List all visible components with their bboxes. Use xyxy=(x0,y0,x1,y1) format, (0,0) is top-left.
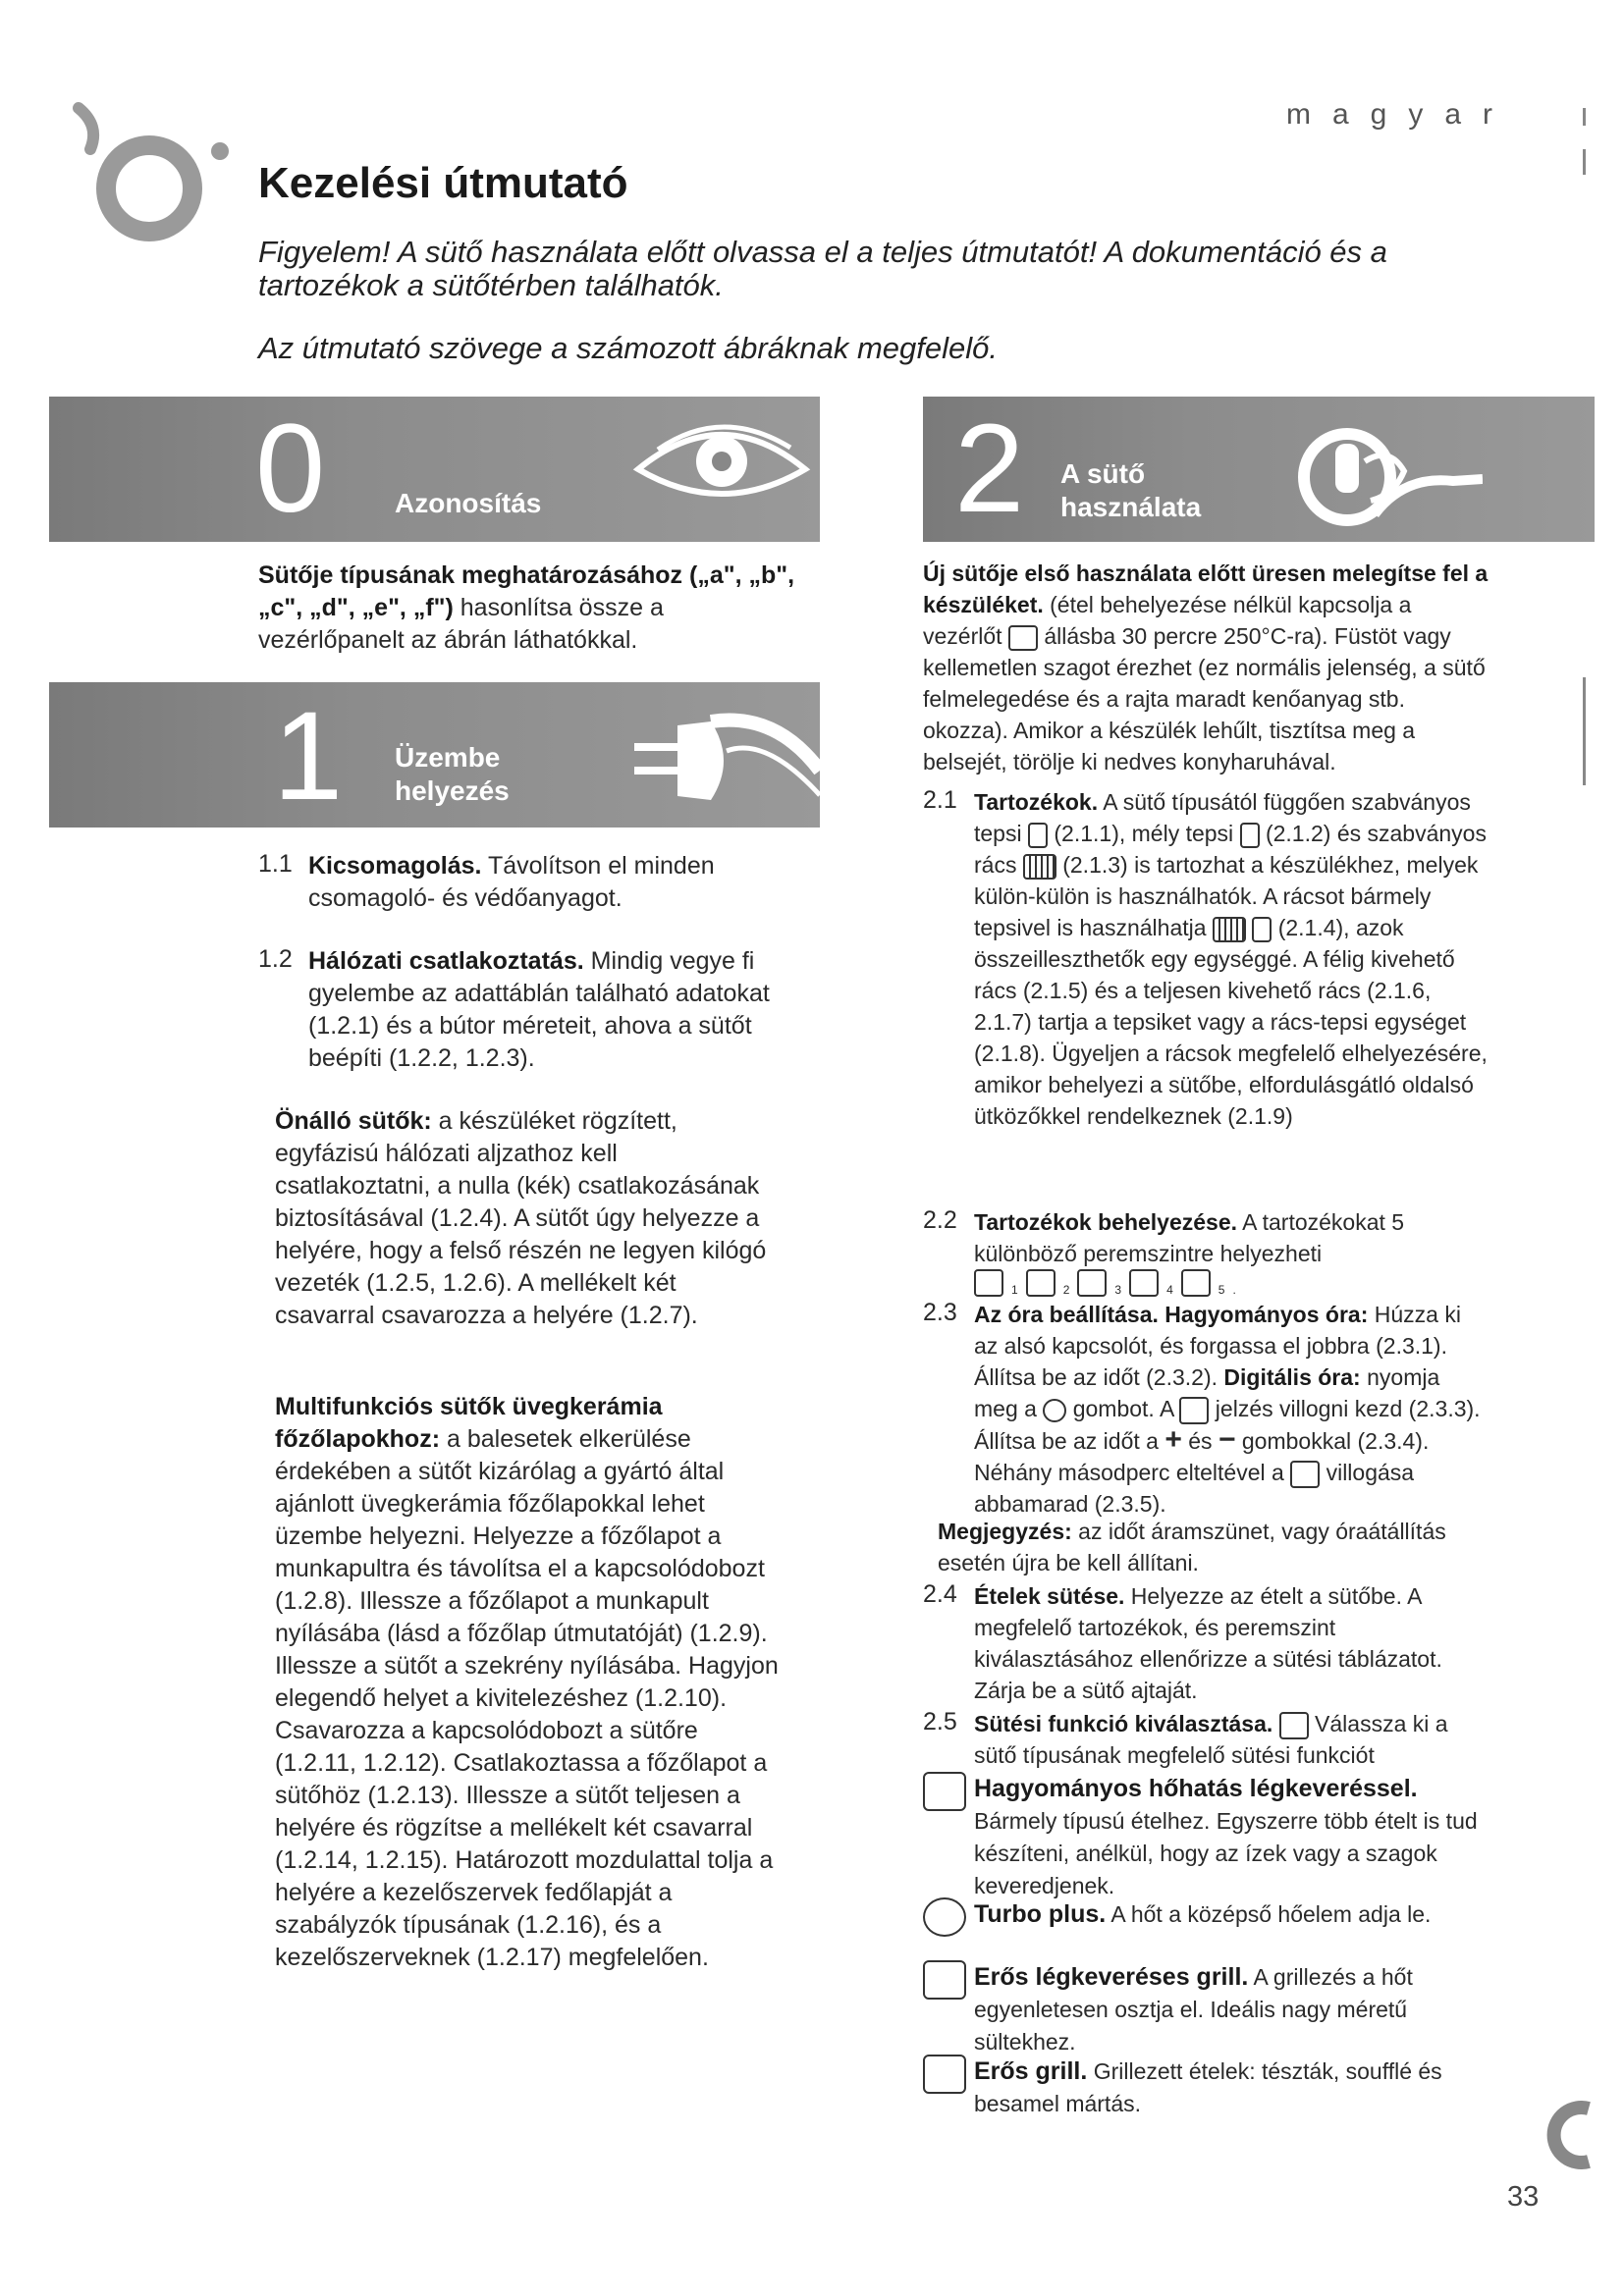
identification-bold: Sütője típusának meghatározásához („a", „b", „c", „d", „e", „f") xyxy=(258,561,795,621)
item-1-1-text xyxy=(308,850,770,915)
warning-text: Figyelem! A sütő használata előtt olvassa el a teljes útmutatót! A dokumentáció és a tartozékok a sütőtérben találhatók. xyxy=(258,235,1387,302)
standalone-ovens-text xyxy=(275,1105,776,1332)
section-0-number: 0 xyxy=(255,399,326,539)
fan-grill-icon xyxy=(923,1960,966,2000)
function-2-text xyxy=(974,1898,1489,1931)
item-1-1-rest: Távolítson el minden csomagoló- és védőanyagot. xyxy=(308,852,715,912)
subtitle-text: Az útmutató szövege a számozott ábráknak megfelelő. xyxy=(258,331,999,365)
page-number: 33 xyxy=(1507,2181,1540,2213)
plus-button-icon: + xyxy=(1164,1423,1182,1456)
section-1-band xyxy=(49,682,820,828)
standard-tray-icon xyxy=(1028,823,1048,848)
item-2-4-number: 2.4 xyxy=(923,1580,957,1608)
edge-mark xyxy=(1583,149,1586,175)
clock-symbol-icon xyxy=(1290,1461,1320,1488)
turbo-fan-icon xyxy=(923,1897,966,1937)
minus-button-icon: − xyxy=(1218,1423,1236,1456)
item-1-2-text xyxy=(308,945,829,1075)
shelf-levels-row xyxy=(974,1269,1236,1297)
tray-icon xyxy=(1252,917,1272,942)
section-1-number: 1 xyxy=(273,686,344,827)
standalone-ovens-bold: Önálló sütők: xyxy=(275,1107,432,1135)
item-1-2-bold: Hálózati csatlakoztatás. xyxy=(308,947,584,975)
item-2-1-part-b: (2.1.1), mély tepsi xyxy=(1047,821,1240,846)
item-2-1-number: 2.1 xyxy=(923,786,957,814)
rack-icon xyxy=(1213,917,1246,942)
edge-mark xyxy=(1583,108,1586,126)
multifunction-ovens-bold: Multifunkciós sütők üvegkerámia főzőlapokhoz: xyxy=(275,1393,663,1453)
item-2-1-part-e: (2.1.4), azok összeilleszthetők egy egységgé. A félig kivehető rács (2.1.5) és a teljesen kivehető rács (2.1.6, 2.1.7) tartja a tepsiket vagy a rács-tepsi egységet (2.1.8). Ügyeljen a rácsok megfelelő elhelyezésére, amikor behelyezi a sütőbe, elfordulásgátló oldalsó ütközőkkel rendelkeznek (2.1.9) xyxy=(974,915,1488,1129)
item-2-3-part-b: nyomja meg a xyxy=(974,1364,1440,1421)
item-2-2-text xyxy=(974,1206,1489,1269)
section-0-label: Azonosítás xyxy=(395,488,542,518)
shelf-level-4-label: 4 xyxy=(1166,1283,1173,1297)
item-2-1-part-c: (2.1.2) és szabványos rács xyxy=(974,821,1487,878)
standalone-ovens-rest: a készüléket rögzített, egyfázisú hálózati aljzathoz kell csatlakoztatni, a nulla (kék) csatlakozásának biztosításával (1.2.4). A sütőt úgy helyezze a helyére, hogy a felső részén ne legyen kilógó vezeték (1.2.5, 1.2.6). A mellékelt két csavarral csavarozza a helyére (1.2.7). xyxy=(275,1107,767,1329)
shelf-level-2-icon xyxy=(1026,1269,1056,1297)
item-2-3-part-d: jelzés villogni kezd (2.3.3). Állítsa be az időt a xyxy=(974,1396,1481,1454)
item-2-4-bold: Ételek sütése. xyxy=(974,1583,1125,1609)
deep-tray-icon xyxy=(1240,823,1260,848)
first-use-part-a: (étel behelyezése nélkül kapcsolja a vezérlőt xyxy=(923,592,1412,649)
item-1-2-rest: Mindig vegye fi gyelembe az adattáblán található adatokat (1.2.1) és a bútor méreteit, ahova a sütőt beépíti (1.2.2, 1.2.3). xyxy=(308,947,770,1072)
multifunction-ovens-rest: a balesetek elkerülése érdekében a sütőt kizárólag a gyártó által ajánlott üvegkerámia főzőlapokkal lehet üzembe helyezni. Helyezze a főzőlapot a munkapultra és távolítsa el a kapcsolódobozt (1.2.8). Illessze a főzőlapot a munkapult nyílásába (lásd a főzőlap útmutatóját) (1.2.9). Illessze a sütőt a szekrény nyílásába. Hagyjon elegendő helyet a kivitelezéshez (1.2.10). Csavarozza a kapcsolódobozt a sütőre (1.2.11, 1.2.12). Csatlakoztassa a főzőlapot a sütőhöz (1.2.13). Illessze a sütőt teljesen a helyére és rögzítse a mellékelt két csavarral (1.2.14, 1.2.15). Határozott mozdulattal tolja a helyére a kezelőszervek fedőlapját a szabályzók típusának (1.2.16), és a kezelőszerveknek (1.2.17) megfelelően. xyxy=(275,1425,779,1971)
identification-rest: hasonlítsa össze a vezérlőpanelt az ábrán láthatókkal. xyxy=(258,594,664,654)
item-2-2-number: 2.2 xyxy=(923,1206,957,1234)
clock-button-icon xyxy=(1043,1399,1066,1422)
item-1-1-number: 1.1 xyxy=(258,850,293,878)
function-4-text xyxy=(974,2056,1489,2120)
function-1-text xyxy=(974,1773,1489,1902)
brand-logo-icon xyxy=(39,98,236,245)
function-1-rest: Bármely típusú ételhez. Egyszerre több ételt is tud készíteni, anélkül, hogy az ízek vagy a szagok keveredjenek. xyxy=(974,1808,1478,1898)
first-use-bold: Új sütője első használata előtt üresen melegítse fel a készüléket. xyxy=(923,561,1489,617)
function-selector-icon xyxy=(1279,1712,1309,1739)
function-2-rest: A hőt a középső hőelem adja le. xyxy=(1106,1901,1432,1927)
item-2-3-number: 2.3 xyxy=(923,1299,957,1326)
shelf-level-1-label: 1 xyxy=(1011,1283,1018,1297)
section-1-label-line1: Üzembe xyxy=(395,742,501,773)
section-2-band xyxy=(923,397,1595,542)
item-2-3-part-c: gombot. A xyxy=(1066,1396,1180,1421)
page-title: Kezelési útmutató xyxy=(258,159,628,207)
identification-text xyxy=(258,560,808,657)
item-2-1-part-d: (2.1.3) is tartozhat a készülékhez, melyek külön-külön is használhatók. A rácsot bármely tepsivel is használhatja xyxy=(974,852,1479,940)
shelf-levels-end: . xyxy=(1232,1283,1236,1297)
shelf-level-3-icon xyxy=(1077,1269,1107,1297)
function-3-text xyxy=(974,1961,1489,2058)
section-1-label-line2: helyezés xyxy=(395,775,510,806)
item-2-2-rest: A tartozékokat 5 különböző peremszintre helyezheti xyxy=(974,1209,1405,1266)
item-2-3-part-e: és xyxy=(1181,1428,1218,1454)
item-2-2-bold: Tartozékok behelyezése. xyxy=(974,1209,1238,1235)
shelf-level-4-icon xyxy=(1129,1269,1159,1297)
shelf-level-3-label: 3 xyxy=(1114,1283,1122,1297)
note-text xyxy=(938,1516,1488,1578)
section-2-label-line1: A sütő xyxy=(1060,458,1146,489)
note-bold: Megjegyzés: xyxy=(938,1519,1072,1544)
section-0-band xyxy=(49,397,820,542)
item-2-1-bold: Tartozékok. xyxy=(974,789,1099,815)
note-rest: az időt áramszünet, vagy óraátállítás esetén újra be kell állítani. xyxy=(938,1519,1446,1575)
grill-rack-icon xyxy=(1023,854,1056,880)
language-label: magyar xyxy=(1286,98,1515,131)
item-2-1-part-a: A sütő típusától függően szabványos tepsi xyxy=(974,789,1471,846)
shelf-level-1-icon xyxy=(974,1269,1003,1297)
item-2-5-rest: Válassza ki a sütő típusának megfelelő sütési funkciót xyxy=(974,1711,1448,1768)
clock-symbol-icon xyxy=(1179,1397,1209,1424)
item-2-5-number: 2.5 xyxy=(923,1708,957,1735)
item-2-3-bold2: Digitális óra: xyxy=(1223,1364,1361,1390)
function-4-bold: Erős grill. xyxy=(974,2057,1088,2085)
function-3-bold: Erős légkeveréses grill. xyxy=(974,1963,1249,1991)
item-2-5-text xyxy=(974,1708,1489,1771)
item-2-3-bold: Az óra beállítása. Hagyományos óra: xyxy=(974,1302,1369,1327)
function-4-rest: Grillezett ételek: tészták, soufflé és besamel mártás. xyxy=(974,2058,1442,2116)
first-use-part-b: állásba 30 percre 250°C-ra). Füstöt vagy kellemetlen szagot érezhet (ez normális jelenség, a sütő felmelegedése és a rajta maradt kenőanyag stb. okozza). Amikor a készülék lehűlt, tisztítsa meg a belsejét, törölje ki nedves konyharuhával. xyxy=(923,623,1486,774)
item-2-3-part-f: gombokkal (2.3.4). Néhány másodperc elteltével a xyxy=(974,1428,1430,1485)
shelf-level-2-label: 2 xyxy=(1062,1283,1070,1297)
item-2-3-part-a: Húzza ki az alsó kapcsolót, és forgassa el jobbra (2.3.1). Állítsa be az időt (2.3.2). xyxy=(974,1302,1461,1390)
section-2-number: 2 xyxy=(954,399,1025,539)
item-2-3-part-g: villogása abbamarad (2.3.5). xyxy=(974,1460,1415,1517)
item-2-4-rest: Helyezze az ételt a sütőbe. A megfelelő tartozékok, és peremszint kiválasztásához ellenőrizze a sütési táblázatot. Zárja be a sütő ajtaját. xyxy=(974,1583,1442,1703)
eye-icon xyxy=(628,410,815,528)
first-use-text xyxy=(923,558,1492,777)
section-2-label-line2: használata xyxy=(1060,492,1202,522)
convection-fan-icon xyxy=(923,1772,966,1811)
function-knob-icon xyxy=(1008,625,1038,651)
plug-icon xyxy=(628,702,820,820)
function-2-bold: Turbo plus. xyxy=(974,1900,1107,1928)
shelf-level-5-label: 5 xyxy=(1218,1283,1225,1297)
item-2-1-text xyxy=(974,786,1489,1132)
multifunction-ovens-text xyxy=(275,1391,785,1974)
item-2-3-text xyxy=(974,1299,1489,1520)
item-2-5-bold: Sütési funkció kiválasztása. xyxy=(974,1711,1273,1736)
item-2-4-text xyxy=(974,1580,1489,1706)
corner-ring-icon xyxy=(1534,2101,1593,2169)
shelf-level-5-icon xyxy=(1181,1269,1211,1297)
function-3-rest: A grillezés a hőt egyenletesen osztja el. Ideális nagy méretű sültekhez. xyxy=(974,1964,1413,2055)
grill-icon xyxy=(923,2055,966,2094)
edge-mark xyxy=(1583,677,1586,785)
item-1-1-bold: Kicsomagolás. xyxy=(308,852,482,880)
knob-icon xyxy=(1286,416,1483,534)
function-1-bold: Hagyományos hőhatás légkeveréssel. xyxy=(974,1775,1418,1802)
item-1-2-number: 1.2 xyxy=(258,945,293,973)
